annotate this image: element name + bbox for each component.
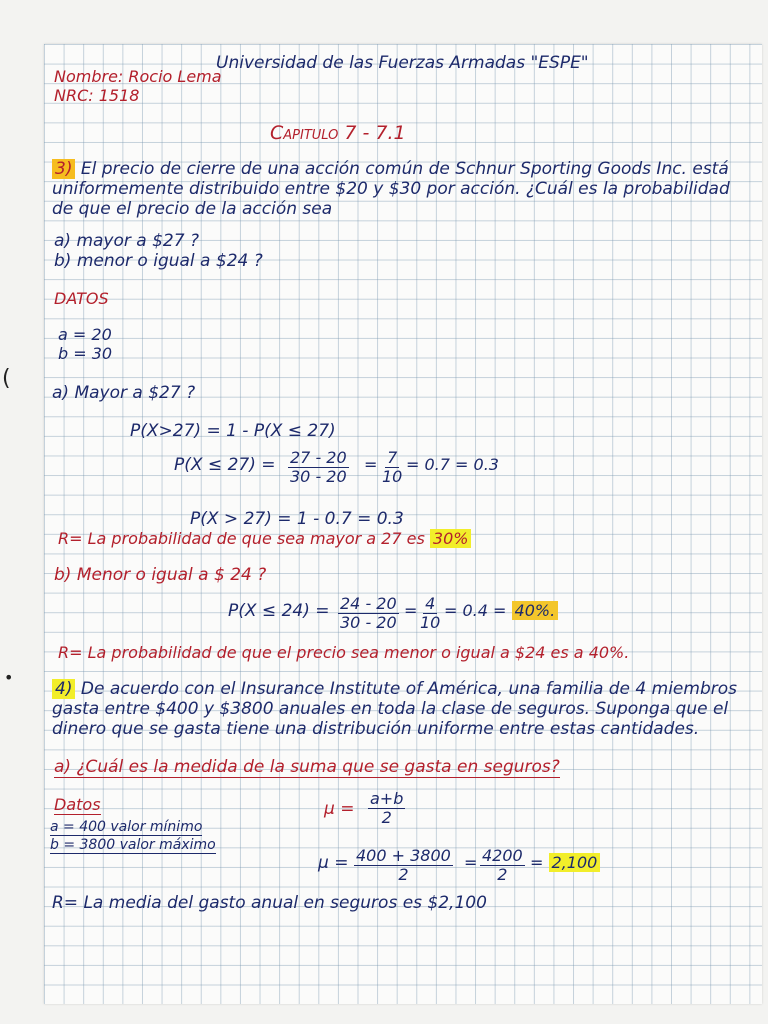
q4-mu2-equals: = [464,853,478,872]
q3-datos-label: DATOS [54,289,109,308]
q3-option-a: a) mayor a $27 ? [54,231,199,251]
q3-eqb-lhs: P(X ≤ 24) = [228,601,330,621]
margin-mark-curve: ( [2,366,11,391]
q4-a-value [50,818,202,836]
q3-eqb-denominator: 30 - 20 [340,613,397,632]
q3-text-2: uniformemente distribuido entre $20 y $30 por acción. ¿Cuál es la probabilidad [52,179,730,199]
q3-eq2-mid-fraction [380,449,404,486]
q3-answer-a-text: R= La probabilidad de que sea mayor a 27 es [58,529,425,548]
q4-a-value-text: a = 400 valor mínimo [50,819,203,835]
q4-text-3: dinero que se gasta tiene una distribución uniforme entre estas cantidades. [52,719,700,739]
q3-eq2-fraction [288,449,349,486]
q3-eqb-fraction [338,595,399,632]
q3-part-a-title: a) Mayor a $27 ? [52,383,196,403]
q3-eq2-numerator: 27 - 20 [290,448,347,467]
q3-eq2-rest: = 0.7 = 0.3 [406,455,499,474]
university-title: Universidad de las Fuerzas Armadas "ESPE" [216,53,589,73]
q4-mu-lhs: μ = [324,799,355,819]
margin-mark-dot: • [4,668,14,687]
notebook-page [44,44,762,1004]
q4-mu-numerator: a+b [370,789,404,808]
q4-datos-label-text: Datos [54,795,101,814]
q4-statement-line1 [52,680,737,698]
q4-mu2-fraction [354,847,453,884]
q3-eqb-equals: = [404,601,418,620]
q3-a-value: a = 20 [58,325,112,344]
q3-part-b-title: b) Menor o igual a $ 24 ? [54,565,267,585]
q4-mu2-mid-fraction [480,847,525,884]
q4-part-a-title [54,758,560,776]
q4-datos-label [54,796,101,814]
q3-eqb-mid-denominator: 10 [420,613,441,632]
q3-eq2-lhs: P(X ≤ 27) = [174,455,276,475]
q4-mu2-lhs: μ = [318,853,349,873]
q4-mu2-mid-numerator: 4200 [482,846,523,865]
q4-mu2-numerator: 400 + 3800 [356,846,451,865]
q3-eqb-highlight: 40%. [512,601,559,620]
q3-statement-line1 [52,160,729,178]
q4-mu-denominator: 2 [381,808,392,827]
q3-eq2-mid-denominator: 10 [382,467,403,486]
q3-eqb-rest-text: = 0.4 = [444,601,507,620]
student-nrc: NRC: 1518 [54,86,140,105]
q3-eq2-equals: = [364,455,378,474]
q3-answer-a [58,530,471,548]
q4-mu2-mid-denominator: 2 [497,865,508,884]
q3-answer-b: R= La probabilidad de que el precio sea menor o igual a $24 es a 40%. [58,643,630,662]
q4-mu-fraction [368,790,405,827]
q3-eqb-mid-fraction [418,595,442,632]
q4-text-1: De acuerdo con el Insurance Institute of América, una familia de 4 miembros [80,679,737,699]
q3-eqb-mid-numerator: 4 [425,594,436,613]
q4-b-value-text: b = 3800 valor máximo [50,837,216,853]
q3-text-3: de que el precio de la acción sea [52,199,333,219]
q3-eq2-denominator: 30 - 20 [290,467,347,486]
q4-answer: R= La media del gasto anual en seguros es $2,100 [52,893,487,913]
q3-eqb-numerator: 24 - 20 [340,594,397,613]
q4-mu2-result: = 2,100 [530,854,600,872]
student-name: Nombre: Rocio Lema [54,67,222,86]
q4-mu2-highlight: 2,100 [549,853,601,872]
q3-eq2-mid-numerator: 7 [387,448,398,467]
q3-b-value: b = 30 [58,344,113,363]
q3-eq3: P(X > 27) = 1 - 0.7 = 0.3 [190,509,404,529]
q4-part-a-title-text: a) ¿Cuál es la medida de la suma que se gasta en seguros? [54,757,560,777]
q4-mu2-denominator: 2 [398,865,409,884]
q3-eqb-rest [444,602,558,620]
q3-eq1: P(X>27) = 1 - P(X ≤ 27) [130,421,336,441]
q4-text-2: gasta entre $400 y $3800 anuales en toda la clase de seguros. Suponga que el [52,699,729,719]
q3-text-1: El precio de cierre de una acción común de Schnur Sporting Goods Inc. está [80,159,729,179]
q3-number: 3) [52,159,75,179]
q4-b-value [50,836,216,854]
chapter-title: Capitulo 7 - 7.1 [270,122,406,144]
q3-option-b: b) menor o igual a $24 ? [54,251,263,271]
q3-answer-a-highlight: 30% [430,529,472,548]
q4-number: 4) [52,679,75,699]
